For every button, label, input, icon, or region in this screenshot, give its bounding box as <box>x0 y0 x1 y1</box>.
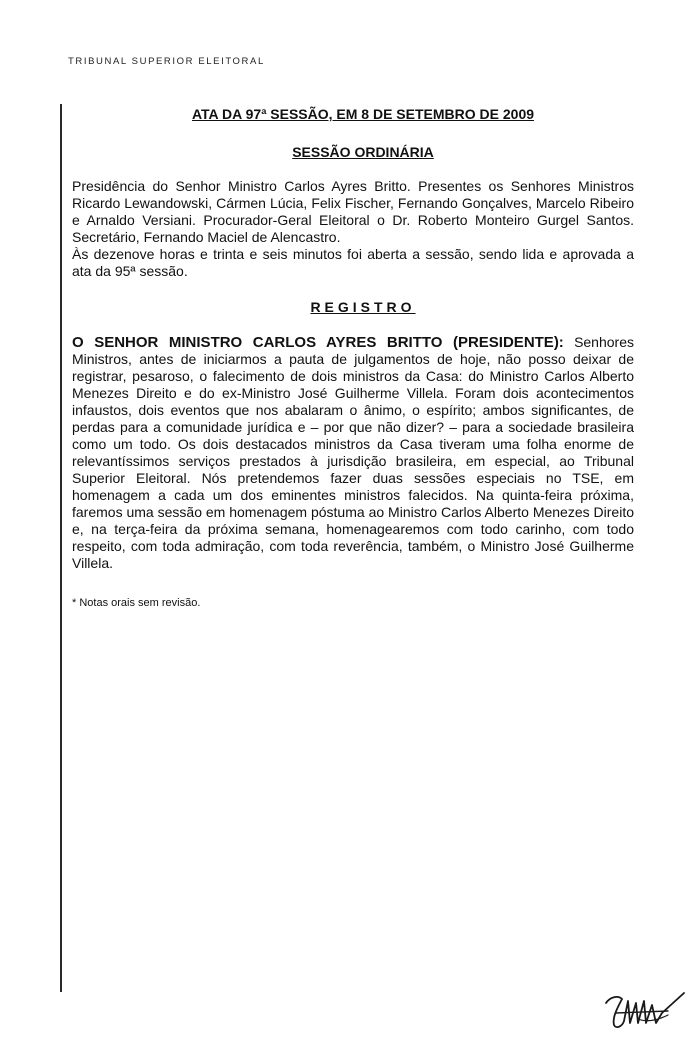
footnote: * Notas orais sem revisão. <box>72 597 201 609</box>
margin-rule <box>60 104 62 992</box>
intro-paragraph: Presidência do Senhor Ministro Carlos Ayres Britto. Presentes os Senhores Ministros Ricardo Lewandowski, Cármen Lúcia, Felix Fischer, Fernando Gonçalves, Marcelo Ribeiro e Arnaldo Versiani. Procurador-Geral Eleitoral o Dr. Roberto Monteiro Gurgel Santos. Secretário, Fernando Maciel de Alencastro. <box>72 178 634 245</box>
document-title: ATA DA 97ª SESSÃO, EM 8 DE SETEMBRO DE 2009 <box>191 106 535 122</box>
session-type: SESSÃO ORDINÁRIA <box>292 144 434 160</box>
speech-paragraph <box>72 334 634 572</box>
institution-header: TRIBUNAL SUPERIOR ELEITORAL <box>68 56 265 67</box>
speech-text: Senhores Ministros, antes de iniciarmos a pauta de julgamentos de hoje, não posso deixar de registrar, pesaroso, o falecimento de dois ministros da Casa: do Ministro Carlos Alberto Menezes Direito e do ex-Ministro José Guilherme Villela. Foram dois acontecimentos infaustos, dois eventos que nos abalaram o ânimo, o espírito; ambos significantes, de perdas para a comunidade jurídica e – por que não dizer? – para a sociedade brasileira como um todo. Os dois destacados ministros da Casa tiveram uma folha enorme de relevantíssimos serviços prestados à jurisdição brasileira, em especial, ao Tribunal Superior Eleitoral. Nós pretendemos fazer duas sessões especiais no TSE, em homenagem a cada um dos eminentes ministros falecidos. Na quinta-feira próxima, faremos uma sessão em homenagem póstuma ao Ministro Carlos Alberto Menezes Direito e, na terça-feira da próxima semana, homenagearemos com todo carinho, com todo respeito, com toda admiração, com toda reverência, também, o Ministro José Guilherme Villela. <box>72 334 634 571</box>
document-body <box>72 104 634 621</box>
handwritten-signature <box>598 983 688 1033</box>
opening-paragraph: Às dezenove horas e trinta e seis minutos foi aberta a sessão, sendo lida e aprovada a ata da 95ª sessão. <box>72 246 634 279</box>
speaker-name: O SENHOR MINISTRO CARLOS AYRES BRITTO (PRESIDENTE): <box>72 334 564 351</box>
section-heading: REGISTRO <box>310 299 416 315</box>
